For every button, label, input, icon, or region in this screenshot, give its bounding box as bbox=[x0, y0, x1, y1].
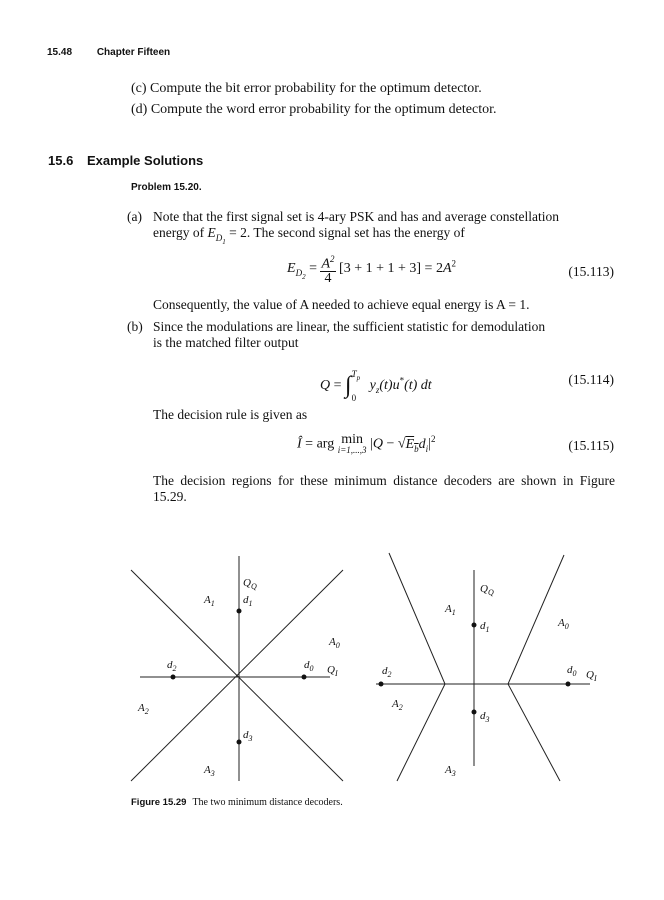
running-head bbox=[47, 47, 170, 58]
left-label-a0: $A_0$ bbox=[329, 636, 340, 650]
figure-15-29 bbox=[0, 540, 664, 790]
right-label-d0: $d_0$ bbox=[567, 664, 577, 678]
equation-15-115: Î = arg min i=1,...,3 $|Q - √E_bd_i|^2$ bbox=[297, 432, 436, 455]
eq-number-15-113: (15.113) bbox=[568, 264, 614, 279]
right-label-a3: $A_3$ bbox=[445, 764, 456, 778]
part-b-line1: Since the modulations are linear, the sufficient statistic for demodulation bbox=[153, 319, 546, 334]
eq-number-15-114: (15.114) bbox=[568, 372, 614, 387]
left-label-a1: $A_1$ bbox=[204, 594, 215, 608]
left-label-qq: $Q_Q$ bbox=[243, 577, 257, 591]
right-label-qi: $Q_I$ bbox=[586, 669, 597, 683]
right-point-d3 bbox=[472, 710, 477, 715]
chapter-title: Chapter Fifteen bbox=[96, 47, 171, 58]
part-b bbox=[127, 319, 617, 351]
part-a-line2-pre: energy of bbox=[153, 225, 208, 240]
section-number: 15.6 bbox=[48, 153, 74, 168]
caption-text: The two minimum distance decoders. bbox=[192, 797, 343, 808]
section-title: Example Solutions bbox=[86, 153, 204, 168]
part-a bbox=[127, 209, 617, 249]
right-label-d3: $d_3$ bbox=[480, 710, 490, 724]
item-d bbox=[131, 101, 496, 118]
left-label-d0: $d_0$ bbox=[304, 659, 314, 673]
item-c bbox=[131, 80, 482, 97]
left-label-d2: $d_2$ bbox=[167, 659, 177, 673]
left-label-d3: $d_3$ bbox=[243, 729, 253, 743]
left-point-d0 bbox=[302, 675, 307, 680]
section-heading bbox=[48, 153, 203, 168]
left-point-d3 bbox=[237, 740, 242, 745]
equation-15-113: $E_{D_2}$ = $\frac{A^2}{4}$ $[3 + 1 + 1 + 3] = 2A^2$ bbox=[287, 254, 456, 286]
part-b-line2: is the matched filter output bbox=[153, 335, 299, 350]
item-c-text: Compute the bit error probability for the optimum detector. bbox=[150, 81, 482, 96]
right-point-d0 bbox=[566, 682, 571, 687]
consequently-text: Consequently, the value of A needed to achieve equal energy is A = 1. bbox=[153, 297, 530, 312]
right-boundary-right bbox=[508, 555, 564, 781]
left-label-a2: $A_2$ bbox=[138, 702, 149, 716]
equation-15-114: Q = ∫ $T_p$ 0 $y_z(t)u^*(t)$ dt bbox=[320, 369, 432, 403]
right-boundary-left bbox=[389, 553, 445, 781]
caption-label: Figure 15.29 bbox=[131, 797, 187, 808]
energy-symbol: $E_{D_1}$ bbox=[207, 225, 226, 246]
left-point-d2 bbox=[171, 675, 176, 680]
part-a-line2-post: = 2. The second signal set has the energy of bbox=[225, 225, 465, 240]
decision-rule-text: The decision rule is given as bbox=[153, 407, 308, 422]
decision-regions-text: The decision regions for these minimum distance decoders are shown in Figure 15.29. bbox=[153, 473, 615, 504]
right-label-a2: $A_2$ bbox=[392, 698, 403, 712]
left-label-a3: $A_3$ bbox=[204, 764, 215, 778]
part-b-label: (b) bbox=[127, 319, 143, 334]
left-label-qi: $Q_I$ bbox=[327, 664, 338, 678]
figure-caption bbox=[131, 797, 343, 808]
part-a-label: (a) bbox=[127, 209, 142, 224]
eq-number-15-115: (15.115) bbox=[568, 438, 614, 453]
item-c-label: (c) bbox=[131, 81, 147, 96]
problem-label: Problem 15.20. bbox=[131, 182, 202, 193]
item-d-text: Compute the word error probability for the optimum detector. bbox=[150, 102, 497, 117]
right-point-d1 bbox=[472, 623, 477, 628]
page-number: 15.48 bbox=[47, 47, 73, 58]
right-label-a1: $A_1$ bbox=[445, 603, 456, 617]
right-label-d2: $d_2$ bbox=[382, 665, 392, 679]
left-point-d1 bbox=[237, 609, 242, 614]
right-point-d2 bbox=[379, 682, 384, 687]
part-a-line1: Note that the first signal set is 4-ary PSK and has and average constellation bbox=[153, 209, 560, 224]
left-label-d1: $d_1$ bbox=[243, 594, 253, 608]
right-label-d1: $d_1$ bbox=[480, 620, 490, 634]
item-d-label: (d) bbox=[131, 102, 148, 117]
right-label-qq: $Q_Q$ bbox=[480, 583, 494, 597]
right-label-a0: $A_0$ bbox=[558, 617, 569, 631]
